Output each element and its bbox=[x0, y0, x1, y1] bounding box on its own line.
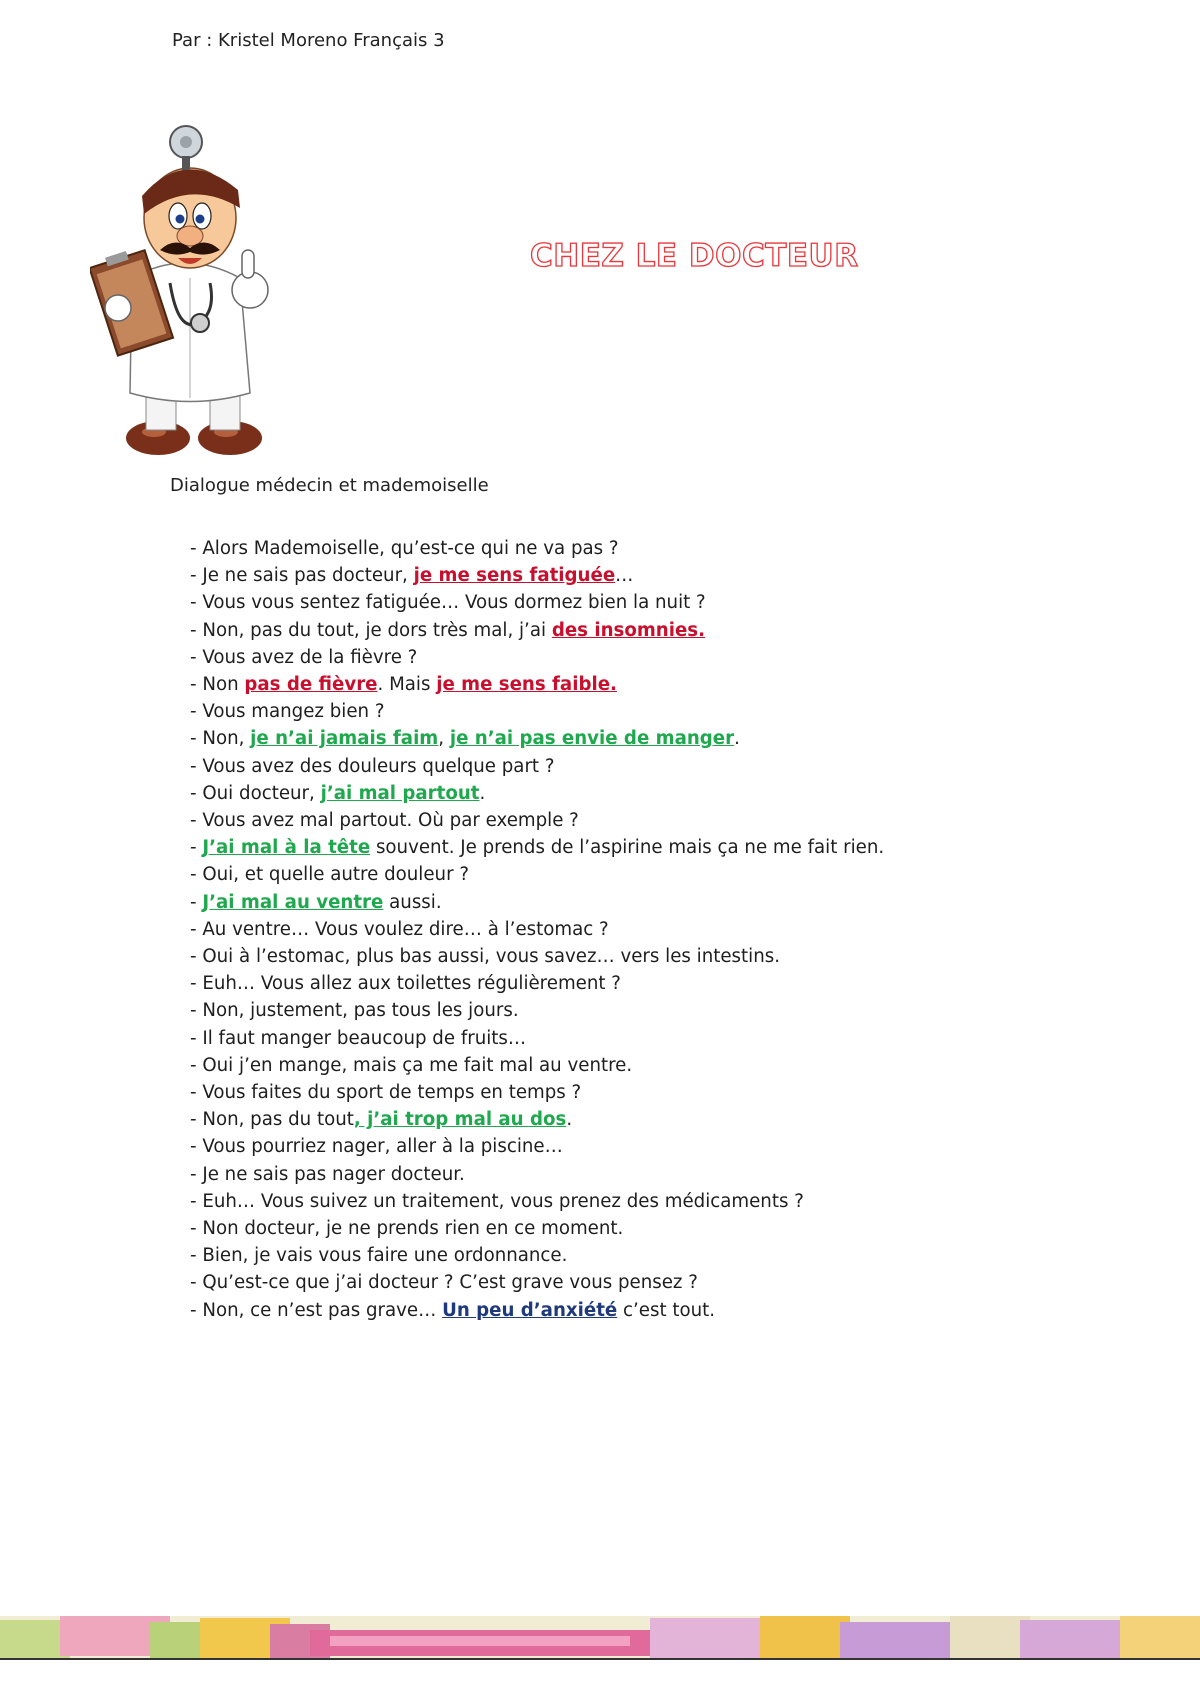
dialogue-line bbox=[190, 834, 884, 861]
dialogue-line bbox=[190, 562, 884, 589]
dialogue-text: . Mais bbox=[377, 674, 437, 696]
dialogue-text: . bbox=[734, 728, 740, 750]
dialogue-text: - Oui, et quelle autre douleur ? bbox=[190, 864, 469, 886]
dialogue-text: - Non, bbox=[190, 728, 251, 750]
dialogue-line bbox=[190, 589, 884, 616]
dialogue-line bbox=[190, 861, 884, 888]
dialogue-line bbox=[190, 698, 884, 725]
dialogue-text: - Vous pourriez nager, aller à la piscine… bbox=[190, 1136, 563, 1158]
dialogue-line bbox=[190, 943, 884, 970]
dialogue-text: , bbox=[438, 728, 450, 750]
dialogue-text: - bbox=[190, 837, 203, 859]
dialogue-text: - Au ventre… Vous voulez dire… à l’estomac ? bbox=[190, 918, 609, 940]
dialogue-line bbox=[190, 617, 884, 644]
dialogue-line bbox=[190, 970, 884, 997]
dialogue-text: - Je ne sais pas docteur, bbox=[190, 565, 414, 587]
highlighted-phrase: je me sens fatiguée bbox=[413, 565, 616, 587]
decorative-footer-banner bbox=[0, 1616, 1200, 1660]
highlighted-phrase: des insomnies. bbox=[551, 619, 706, 641]
dialogue-line bbox=[190, 780, 884, 807]
dialogue-line bbox=[190, 725, 884, 752]
highlighted-phrase: je me sens faible. bbox=[436, 674, 617, 696]
highlighted-phrase: pas de fièvre bbox=[244, 674, 378, 696]
dialogue-text: - Non, pas du tout, je dors très mal, j’ai bbox=[190, 619, 552, 641]
dialogue-text: - bbox=[190, 891, 203, 913]
dialogue-text: - Non bbox=[190, 674, 245, 696]
dialogue-line bbox=[190, 1133, 884, 1160]
highlighted-phrase: J’ai mal à la tête bbox=[202, 837, 371, 859]
dialogue-text: - Je ne sais pas nager docteur. bbox=[190, 1163, 465, 1185]
dialogue-line bbox=[190, 1297, 884, 1324]
dialogue-text: - Non, ce n’est pas grave… bbox=[190, 1299, 443, 1321]
dialogue-line bbox=[190, 997, 884, 1024]
dialogue-text: - Oui docteur, bbox=[190, 782, 321, 804]
dialogue-text: … bbox=[615, 565, 634, 587]
dialogue-text: - Qu’est-ce que j’ai docteur ? C’est grave vous pensez ? bbox=[190, 1272, 698, 1294]
dialogue-text: - Euh… Vous allez aux toilettes régulièrement ? bbox=[190, 973, 621, 995]
highlighted-phrase: je n’ai pas envie de manger bbox=[449, 728, 735, 750]
highlighted-phrase: Un peu d’anxiété bbox=[442, 1299, 618, 1321]
doctor-character-illustration bbox=[90, 118, 280, 466]
dialogue-line bbox=[190, 1052, 884, 1079]
highlighted-phrase: J’ai mal au ventre bbox=[202, 891, 384, 913]
dialogue-text: - Bien, je vais vous faire une ordonnance. bbox=[190, 1245, 568, 1267]
dialogue-text: - Vous faites du sport de temps en temps ? bbox=[190, 1082, 582, 1104]
dialogue-line bbox=[190, 535, 884, 562]
dialogue-line bbox=[190, 889, 884, 916]
highlighted-phrase: je n’ai jamais faim bbox=[250, 728, 439, 750]
dialogue-text: - Vous avez mal partout. Où par exemple ? bbox=[190, 810, 579, 832]
highlighted-phrase: j’ai mal partout bbox=[320, 782, 480, 804]
dialogue-text: - Euh… Vous suivez un traitement, vous prenez des médicaments ? bbox=[190, 1190, 804, 1212]
dialogue-text: - Vous avez de la fièvre ? bbox=[190, 646, 418, 668]
dialogue-text: souvent. Je prends de l’aspirine mais ça ne me fait rien. bbox=[370, 837, 885, 859]
dialogue-line bbox=[190, 671, 884, 698]
dialogue-line bbox=[190, 1188, 884, 1215]
dialogue-text: - Non, justement, pas tous les jours. bbox=[190, 1000, 519, 1022]
dialogue-line bbox=[190, 1269, 884, 1296]
footer-rule bbox=[0, 1658, 1200, 1660]
dialogue-text: . bbox=[479, 782, 486, 804]
dialogue-line bbox=[190, 1242, 884, 1269]
dialogue-text: - Alors Mademoiselle, qu’est-ce qui ne va pas ? bbox=[190, 538, 619, 559]
dialogue-line bbox=[190, 644, 884, 671]
dialogue-text: . bbox=[566, 1109, 573, 1131]
dialogue-line bbox=[190, 1106, 884, 1133]
page-title: CHEZ LE DOCTEUR bbox=[530, 238, 859, 274]
highlighted-phrase: , j’ai trop mal au dos bbox=[353, 1109, 567, 1131]
dialogue-subtitle: Dialogue médecin et mademoiselle bbox=[170, 475, 489, 496]
dialogue-text: - Vous vous sentez fatiguée… Vous dormez bien la nuit ? bbox=[190, 592, 706, 614]
dialogue-text: - Vous avez des douleurs quelque part ? bbox=[190, 755, 555, 777]
dialogue-text: aussi. bbox=[383, 891, 442, 913]
dialogue-text: - Oui à l’estomac, plus bas aussi, vous savez… vers les intestins. bbox=[190, 946, 780, 968]
dialogue-line bbox=[190, 1215, 884, 1242]
dialogue-text: - Vous mangez bien ? bbox=[190, 701, 385, 723]
author-line: Par : Kristel Moreno Français 3 bbox=[172, 30, 445, 51]
dialogue-text: - Non, pas du tout bbox=[190, 1109, 354, 1131]
dialogue-text: c’est tout. bbox=[617, 1299, 716, 1321]
dialogue-line bbox=[190, 807, 884, 834]
dialogue-line bbox=[190, 1025, 884, 1052]
dialogue-text: - Il faut manger beaucoup de fruits… bbox=[190, 1027, 527, 1049]
dialogue-line bbox=[190, 1161, 884, 1188]
dialogue-text: - Non docteur, je ne prends rien en ce moment. bbox=[190, 1218, 624, 1240]
dialogue-text: - Oui j’en mange, mais ça me fait mal au ventre. bbox=[190, 1054, 633, 1076]
dialogue-list bbox=[190, 535, 884, 1324]
dialogue-line bbox=[190, 916, 884, 943]
dialogue-line bbox=[190, 753, 884, 780]
dialogue-line bbox=[190, 1079, 884, 1106]
